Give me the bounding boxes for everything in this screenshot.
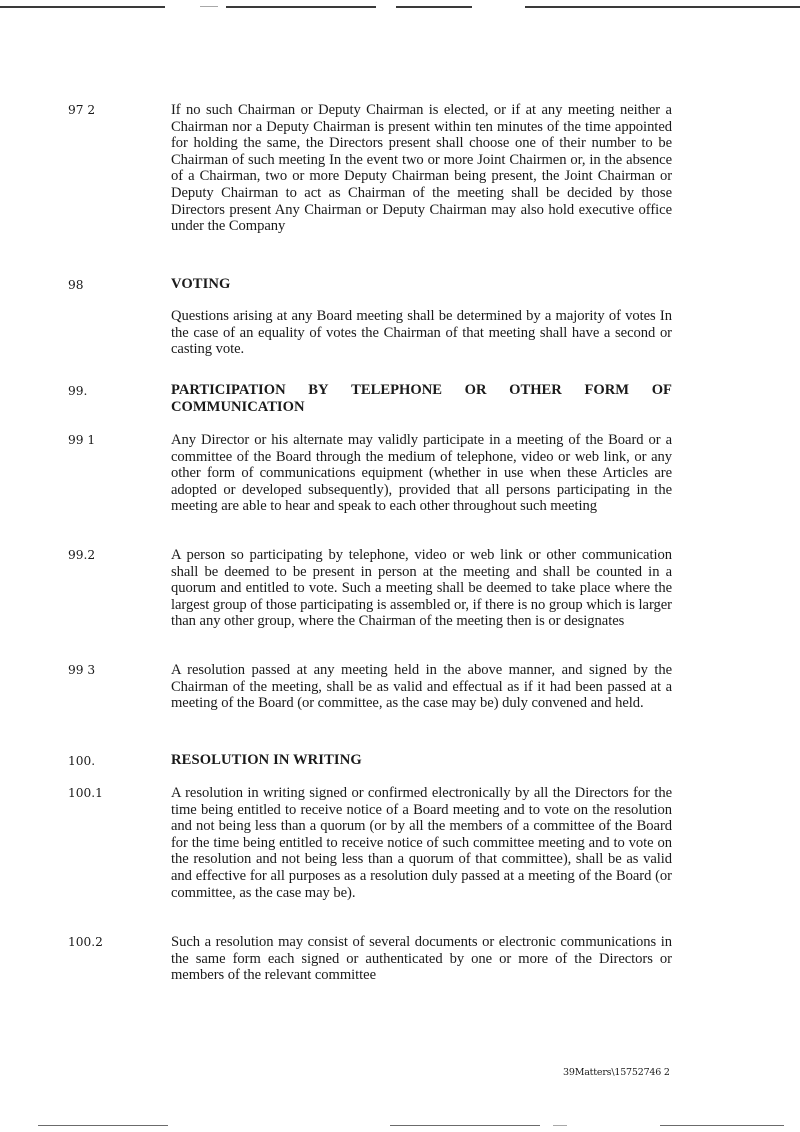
section-heading: RESOLUTION IN WRITING (171, 752, 362, 768)
document-reference: 39Matters\15752746 2 (563, 1067, 670, 1078)
heading-word: TELEPHONE (351, 382, 442, 398)
section-number: 98 (68, 278, 84, 292)
heading-word: OF (651, 382, 672, 398)
section-99-3 (68, 662, 672, 712)
bottom-rule-left (38, 1125, 168, 1126)
top-rule-center-left (226, 6, 376, 8)
heading-word: PARTICIPATION (171, 382, 286, 398)
heading-word: OTHER (509, 382, 562, 398)
section-text: A resolution in writing signed or confirmed electronically by all the Directors for the time being entitled to receive notice of a Board meeting and to vote on the resolution and not being less than a quorum (or by all the members of a committee of the Board for the time being entitled to receive notice of such committee meeting and to vote on the resolution and not being less than a quorum of that committee), shall be as valid and effective for all purposes as a resolution duly passed at a meeting of the Board (or committee, as the case may be). (171, 785, 672, 901)
heading-word: OR (464, 382, 487, 398)
section-number: 99.2 (68, 548, 96, 562)
section-text: A resolution passed at any meeting held in the above manner, and signed by the Chairman of the meeting, shall be as valid and effectual as if it had been passed at a meeting of the Board (or committee, as the case may be) duly convened and held. (171, 662, 672, 712)
section-number: 99 1 (68, 433, 96, 447)
heading-word: BY (308, 382, 329, 398)
section-heading (171, 382, 672, 415)
section-98-body (118, 308, 672, 358)
top-rule-center-right (396, 6, 472, 8)
bottom-rule-center-dash (553, 1125, 567, 1126)
heading-line-2: COMMUNICATION (171, 398, 305, 415)
top-rule-center-dash (200, 6, 218, 7)
section-number: 99. (68, 384, 88, 398)
section-number: 100.2 (68, 935, 103, 949)
section-99-heading (68, 382, 672, 415)
section-text: A person so participating by telephone, video or web link or other communication shall be deemed to be present in person at the meeting and shall be counted in a quorum and entitled to vote. Such a meeting shall be deemed to take place where the largest group of those participating is assembled or, if there is no group which is larger than any other group, where the Chairman of the meeting then is or designates (171, 547, 672, 630)
section-text: Any Director or his alternate may validly participate in a meeting of the Board or a committee of the Board through the medium of telephone, video or web link, or any other form of communications equipment (whether in use when these Articles are adopted or developed subsequently), provided that all persons participating in the meeting are able to hear and speak to each other throughout such meeting (171, 432, 672, 515)
section-number: 100.1 (68, 786, 103, 800)
heading-line-1 (171, 382, 672, 399)
section-99-1 (68, 432, 672, 515)
section-98-heading (68, 276, 672, 293)
section-heading: VOTING (171, 276, 231, 292)
section-number: 100. (68, 754, 96, 768)
top-rule-left (0, 6, 165, 8)
bottom-rule-right (660, 1125, 784, 1126)
section-number: 97 2 (68, 103, 96, 117)
section-text: Such a resolution may consist of several documents or electronic communications in the same form each signed or authenticated by one or more of the Directors or members of the relevant committee (171, 934, 672, 984)
section-number: 99 3 (68, 663, 96, 677)
section-97-2 (68, 102, 672, 235)
heading-word: FORM (584, 382, 630, 398)
section-100-heading (68, 752, 672, 769)
section-100-1 (68, 785, 672, 901)
section-100-2 (68, 934, 672, 984)
section-99-2 (68, 547, 672, 630)
section-text: Questions arising at any Board meeting shall be determined by a majority of votes In the case of an equality of votes the Chairman of that meeting shall have a second or casting vote. (171, 308, 672, 358)
section-text: If no such Chairman or Deputy Chairman is elected, or if at any meeting neither a Chairman nor a Deputy Chairman is present within ten minutes of the time appointed for holding the same, the Directors present shall choose one of their number to be Chairman of such meeting In the event two or more Joint Chairmen or, in the absence of a Chairman, two or more Deputy Chairman being present, the Joint Chairman or Deputy Chairman to act as Chairman of the meeting shall be decided by those Directors present Any Chairman or Deputy Chairman may also hold executive office under the Company (171, 102, 672, 235)
top-rule-right (525, 6, 800, 8)
bottom-rule-center (390, 1125, 540, 1126)
